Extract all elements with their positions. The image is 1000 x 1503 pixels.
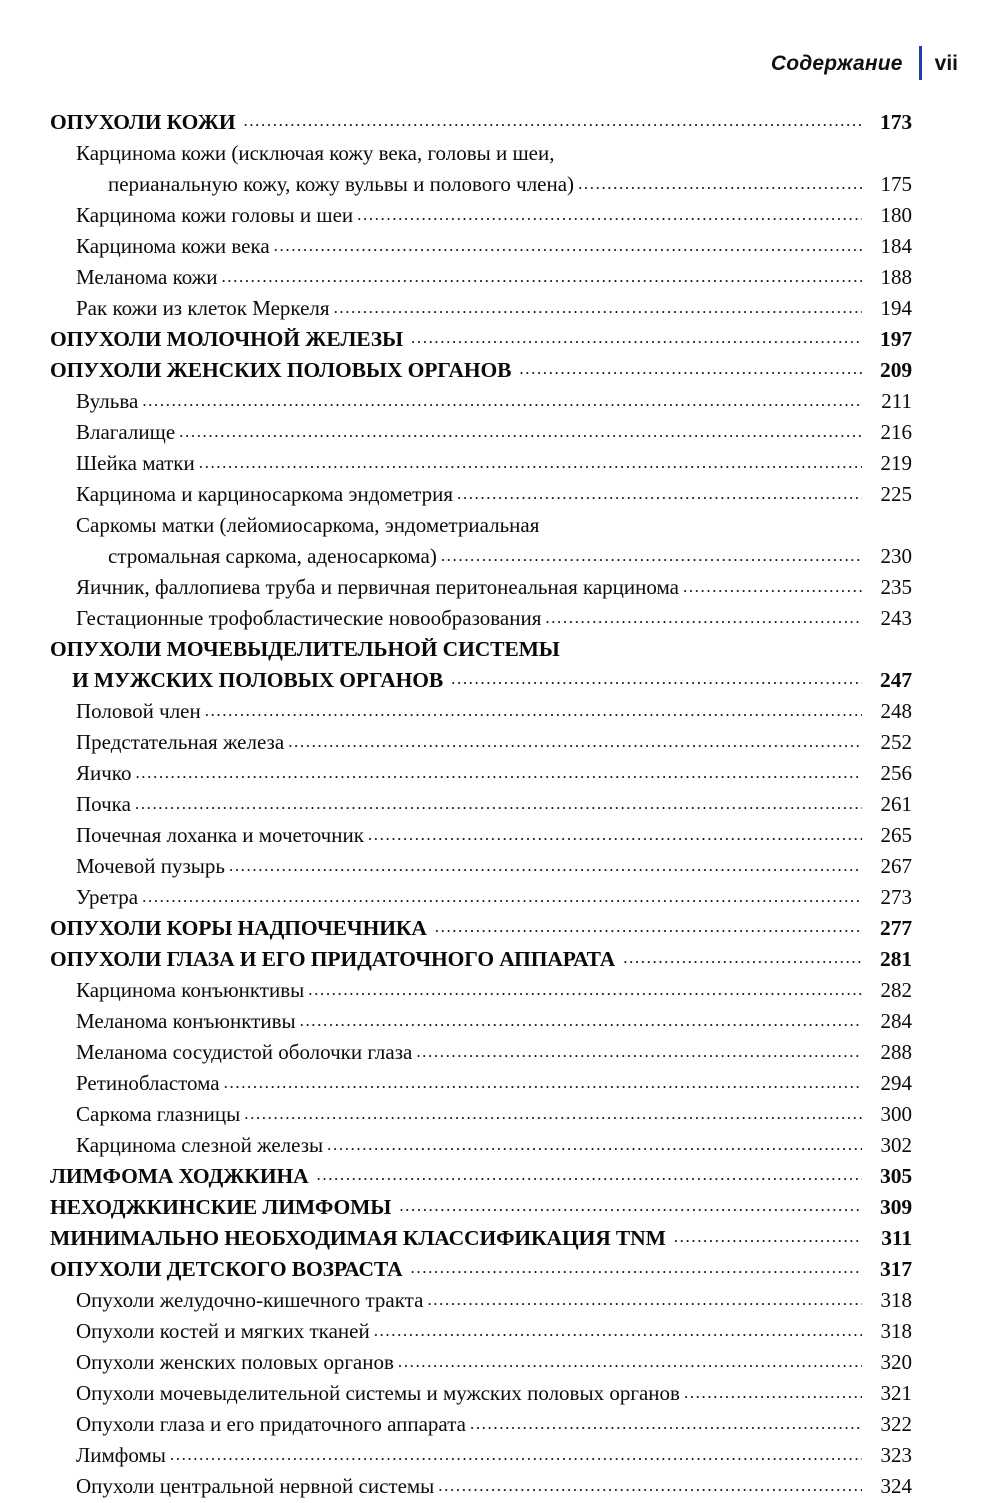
toc-entry-label: Опухоли костей и мягких тканей [76,1319,370,1343]
toc-dot-leader [519,355,862,384]
toc-entry-page-number: 277 [880,916,912,940]
toc-dot-leader [135,790,862,819]
toc-dot-leader [199,449,862,478]
toc-dot-leader [451,665,862,694]
toc-entry[interactable] [50,1441,912,1472]
toc-entry-label: ОПУХОЛИ ДЕТСКОГО ВОЗРАСТА [50,1257,403,1281]
toc-dot-leader [229,852,862,881]
toc-entry-page-number: 248 [880,699,912,723]
toc-dot-leader [374,1317,862,1346]
toc-entry[interactable] [50,697,912,728]
toc-entry-page-number: 216 [880,420,912,444]
toc-entry-page-number: 324 [880,1474,912,1498]
toc-entry-label: Саркома глазницы [76,1102,241,1126]
toc-entry-page-number: 318 [880,1319,912,1343]
toc-entry-label: ОПУХОЛИ МОЛОЧНОЙ ЖЕЛЕЗЫ [50,327,404,351]
toc-entry-page-number: 300 [880,1102,912,1126]
toc-entry-page-number: 256 [880,761,912,785]
toc-dot-leader [135,759,862,788]
toc-entry-page-number: 311 [881,1226,912,1250]
toc-entry-page-number: 184 [880,234,912,258]
toc-dot-leader [368,821,862,850]
toc-entry[interactable] [50,263,912,294]
toc-dot-leader [244,1100,862,1129]
toc-entry[interactable] [50,1317,912,1348]
toc-entry-label: Карциномa кожи (исключая кожу века, головы и шеи, [76,141,555,165]
toc-dot-leader [545,604,862,633]
toc-dot-leader [684,1379,862,1408]
toc-entry-page-number: 194 [880,296,912,320]
toc-dot-leader [416,1038,862,1067]
toc-dot-leader [357,201,862,230]
toc-entry[interactable] [50,201,912,232]
toc-entry[interactable] [50,1224,912,1255]
toc-entry-label: Шейка матки [76,451,195,475]
toc-entry-label: Вульва [76,389,139,413]
toc-dot-leader [683,573,862,602]
page-folio: vii [934,51,958,75]
toc-entry[interactable] [50,1193,912,1224]
toc-entry-page-number: 188 [880,265,912,289]
toc-dot-leader [221,263,862,292]
toc-entry-label: Предстательная железа [76,730,285,754]
toc-entry-label: Опухоли глаза и его придаточного аппарата [76,1412,466,1436]
toc-dot-leader [411,324,862,353]
toc-entry-label: Гестационные трофобластические новообразования [76,606,542,630]
toc-dot-leader [470,1410,862,1439]
toc-entry-page-number: 230 [880,544,912,568]
toc-dot-leader [142,883,862,912]
toc-entry-label: Меланома сосудистой оболочки глаза [76,1040,413,1064]
toc-dot-leader [308,976,862,1005]
toc-entry-label: Карциномa кожи века [76,234,270,258]
toc-entry-label: стромальная саркома, аденосаркома) [108,544,437,568]
toc-entry-page-number: 173 [880,110,912,134]
toc-entry[interactable] [50,418,912,449]
running-head-divider [919,46,922,80]
toc-dot-leader [179,418,862,447]
toc-entry[interactable] [50,790,912,821]
toc-entry-label: Ретинобластома [76,1071,220,1095]
toc-dot-leader [274,232,862,261]
toc-entry[interactable] [50,1410,912,1441]
toc-entry-label: Опухоли желудочно-кишечного тракта [76,1288,424,1312]
toc-dot-leader [300,1007,862,1036]
toc-entry-page-number: 317 [880,1257,912,1281]
toc-entry-page-number: 247 [880,668,912,692]
toc-entry-page-number: 211 [881,389,912,413]
toc-entry-page-number: 282 [880,978,912,1002]
toc-entry[interactable] [50,604,912,635]
toc-entry[interactable] [50,232,912,263]
toc-entry[interactable] [50,573,912,604]
toc-dot-leader [170,1441,862,1470]
toc-entry[interactable] [50,1255,912,1286]
toc-entry[interactable] [50,511,912,542]
toc-entry-page-number: 309 [880,1195,912,1219]
toc-entry-page-number: 322 [880,1412,912,1436]
running-head [771,46,958,80]
toc-entry[interactable] [50,821,912,852]
toc-dot-leader [399,1192,862,1221]
toc-entry-label: ОПУХОЛИ МОЧЕВЫДЕЛИТЕЛЬНОЙ СИСТЕМЫ [50,637,560,661]
toc-entry-page-number: 305 [880,1164,912,1188]
toc-entry-label: ОПУХОЛИ КОРЫ НАДПОЧЕЧНИКА [50,916,427,940]
toc-entry[interactable] [50,1286,912,1317]
toc-entry[interactable] [50,356,912,387]
toc-dot-leader [327,1131,862,1160]
toc-dot-leader [441,542,862,571]
toc-entry-page-number: 243 [880,606,912,630]
toc-entry-page-number: 252 [880,730,912,754]
toc-entry[interactable] [50,325,912,356]
toc-entry-label: ЛИМФОМА ХОДЖКИНА [50,1164,309,1188]
toc-entry[interactable] [50,1379,912,1410]
toc-entry-label: перианальную кожу, кожу вульвы и полового члена) [108,172,575,196]
toc-entry-label: И МУЖСКИХ ПОЛОВЫХ ОРГАНОВ [72,668,444,692]
toc-dot-leader [398,1348,862,1377]
toc-entry[interactable] [50,1007,912,1038]
toc-entry-label: МИНИМАЛЬНО НЕОБХОДИМАЯ КЛАССИФИКАЦИЯ TNM [50,1226,666,1250]
toc-entry-page-number: 273 [880,885,912,909]
toc-entry-label: Уретра [76,885,139,909]
toc-dot-leader [578,170,862,199]
toc-entry-page-number: 284 [880,1009,912,1033]
toc-entry[interactable] [50,1348,912,1379]
toc-entry-page-number: 225 [880,482,912,506]
toc-entry[interactable] [50,728,912,759]
toc-entry[interactable] [50,170,912,201]
toc-entry-label: Мочевой пузырь [76,854,225,878]
toc-dot-leader [142,387,862,416]
toc-entry-page-number: 197 [880,327,912,351]
toc-entry-page-number: 320 [880,1350,912,1374]
toc-entry[interactable] [50,480,912,511]
toc-entry[interactable] [50,883,912,914]
toc-entry[interactable] [50,945,912,976]
toc-entry[interactable] [50,139,912,170]
toc-entry-label: Опухоли центральной нервной системы [76,1474,435,1498]
toc-dot-leader [317,1161,863,1190]
toc-entry-label: Карциномa кожи головы и шеи [76,203,354,227]
toc-entry-page-number: 265 [880,823,912,847]
toc-entry-label: Саркомы матки (лейомиосаркома, эндометриальная [76,513,540,537]
toc-dot-leader [243,107,862,136]
toc-entry-page-number: 175 [880,172,912,196]
toc-dot-leader [435,913,862,942]
toc-entry-label: Яичко [76,761,132,785]
toc-entry[interactable] [50,1472,912,1503]
toc-entry[interactable] [50,635,912,666]
toc-dot-leader [224,1069,862,1098]
toc-dot-leader [623,944,862,973]
toc-entry-page-number: 294 [880,1071,912,1095]
toc-entry-label: Лимфомы [76,1443,166,1467]
toc-entry-label: Влагалище [76,420,176,444]
toc-entry-label: НЕХОДЖКИНСКИЕ ЛИМФОМЫ [50,1195,392,1219]
running-head-title: Содержание [770,51,903,75]
toc-entry-label: ОПУХОЛИ КОЖИ [50,110,236,134]
toc-entry[interactable] [50,1069,912,1100]
toc-entry[interactable] [50,759,912,790]
toc-entry-label: Меланома кожи [76,265,218,289]
toc-entry-page-number: 281 [880,947,912,971]
toc-entry-label: Яичник, фаллопиева труба и первичная перитонеальная карцинома [76,575,679,599]
toc-entry-label: Опухоли женских половых органов [76,1350,394,1374]
toc-entry-label: Почечная лоханка и мочеточник [76,823,364,847]
toc-entry[interactable] [50,294,912,325]
toc-entry-label: ОПУХОЛИ ГЛАЗА И ЕГО ПРИДАТОЧНОГО АППАРАТА [50,947,616,971]
toc-entry-label: Карциномa слезной железы [76,1133,324,1157]
toc-dot-leader [427,1286,862,1315]
toc-dot-leader [411,1254,862,1283]
toc-entry-page-number: 321 [880,1381,912,1405]
toc-entry-label: ОПУХОЛИ ЖЕНСКИХ ПОЛОВЫХ ОРГАНОВ [50,358,512,382]
toc-entry-page-number: 288 [880,1040,912,1064]
toc-entry[interactable] [50,1100,912,1131]
toc-entry[interactable] [50,666,912,697]
toc-entry-page-number: 180 [880,203,912,227]
toc-entry[interactable] [50,1038,912,1069]
toc-entry[interactable] [50,914,912,945]
toc-dot-leader [334,294,862,323]
table-of-contents [50,108,912,1503]
toc-dot-leader [674,1223,862,1252]
toc-dot-leader [288,728,862,757]
toc-entry-page-number: 235 [880,575,912,599]
toc-entry-page-number: 267 [880,854,912,878]
toc-entry-label: Опухоли мочевыделительной системы и мужских половых органов [76,1381,680,1405]
toc-dot-leader [457,480,862,509]
toc-entry-label: Рак кожи из клеток Меркеля [76,296,330,320]
toc-entry-page-number: 209 [880,358,912,382]
toc-entry[interactable] [50,976,912,1007]
toc-entry-page-number: 261 [880,792,912,816]
toc-entry[interactable] [50,1162,912,1193]
toc-entry-page-number: 323 [880,1443,912,1467]
toc-entry[interactable] [50,108,912,139]
toc-entry-label: Карциномa конъюнктивы [76,978,305,1002]
toc-entry-label: Почка [76,792,131,816]
toc-dot-leader [205,697,862,726]
toc-entry[interactable] [50,852,912,883]
toc-dot-leader [438,1472,862,1501]
toc-entry-label: Карциномa и карциносаркома эндометрия [76,482,453,506]
toc-entry-label: Половой член [76,699,201,723]
toc-entry[interactable] [50,387,912,418]
toc-entry-page-number: 302 [880,1133,912,1157]
toc-entry[interactable] [50,1131,912,1162]
toc-entry-page-number: 318 [880,1288,912,1312]
toc-entry-page-number: 219 [880,451,912,475]
toc-entry[interactable] [50,449,912,480]
toc-entry-label: Меланома конъюнктивы [76,1009,296,1033]
toc-entry[interactable] [50,542,912,573]
